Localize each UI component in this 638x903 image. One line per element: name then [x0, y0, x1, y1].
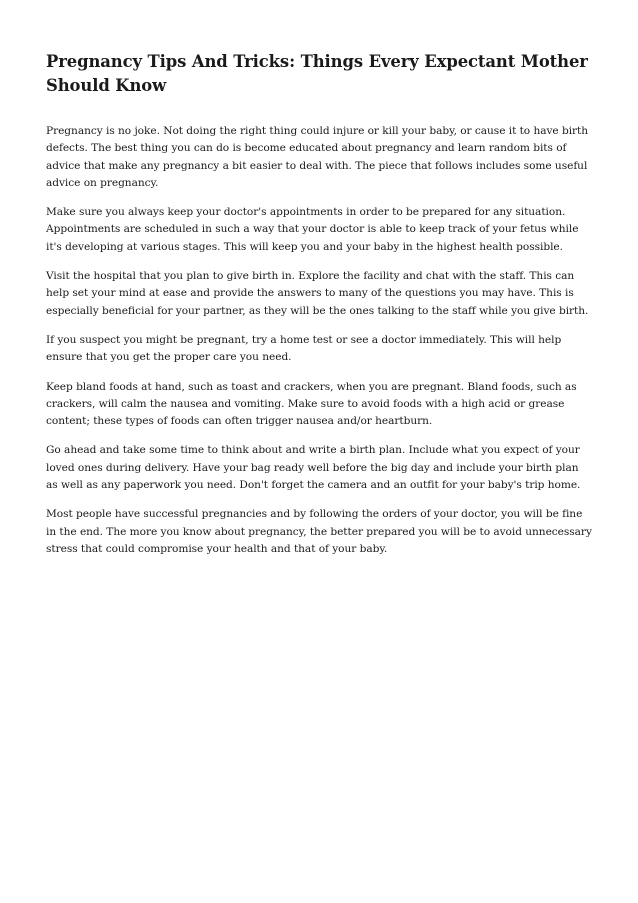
- paragraph-3: Visit the hospital that you plan to give birth in. Explore the facility and chat with the staff. This can help set your mind at ease and provide the answers to many of the questions you may have. This is especially beneficial for your partner, as they will be the ones talking to the staff while you give birth.: [46, 270, 589, 317]
- paragraph-7: Most people have successful pregnancies and by following the orders of your doctor, you will be fine in the end. The more you know about pregnancy, the better prepared you will be to avoid unnecessary stress that could compromise your health and that of your baby.: [46, 508, 592, 555]
- paragraph-5: Keep bland foods at hand, such as toast and crackers, when you are pregnant. Bland foods, such as crackers, will calm the nausea and vomiting. Make sure to avoid foods with a high acid or grease content; these types of foods can often trigger nausea and/or heartburn.: [46, 380, 577, 428]
- paragraph-4: If you suspect you might be pregnant, try a home test or see a doctor immediately. This will help ensure that you get the proper care you need.: [46, 333, 562, 364]
- paragraph-6: Go ahead and take some time to think about and write a birth plan. Include what you expect of your loved ones during delivery. Have your bag ready well before the big day and include your birth plan as well as any paperwork you need. Don't forget the camera and an outfit for your baby's trip home.: [46, 444, 581, 492]
- paragraph-1: Pregnancy is no joke. Not doing the right thing could injure or kill your baby, or cause it to have birth defects. The best thing you can do is become educated about pregnancy and learn random bits of advice that make any pregnancy a bit easier to deal with. The piece that follows includes some useful advice on pregnancy.: [46, 125, 589, 189]
- document-title: Pregnancy Tips And Tricks: Things Every Expectant Mother Should Know: [46, 52, 588, 95]
- paragraph-2: Make sure you always keep your doctor's appointments in order to be prepared for any situation. Appointments are scheduled in such a way that your doctor is able to keep track of your fetus while it's developing at various stages. This will keep you and your baby in the highest health possible.: [46, 206, 579, 253]
